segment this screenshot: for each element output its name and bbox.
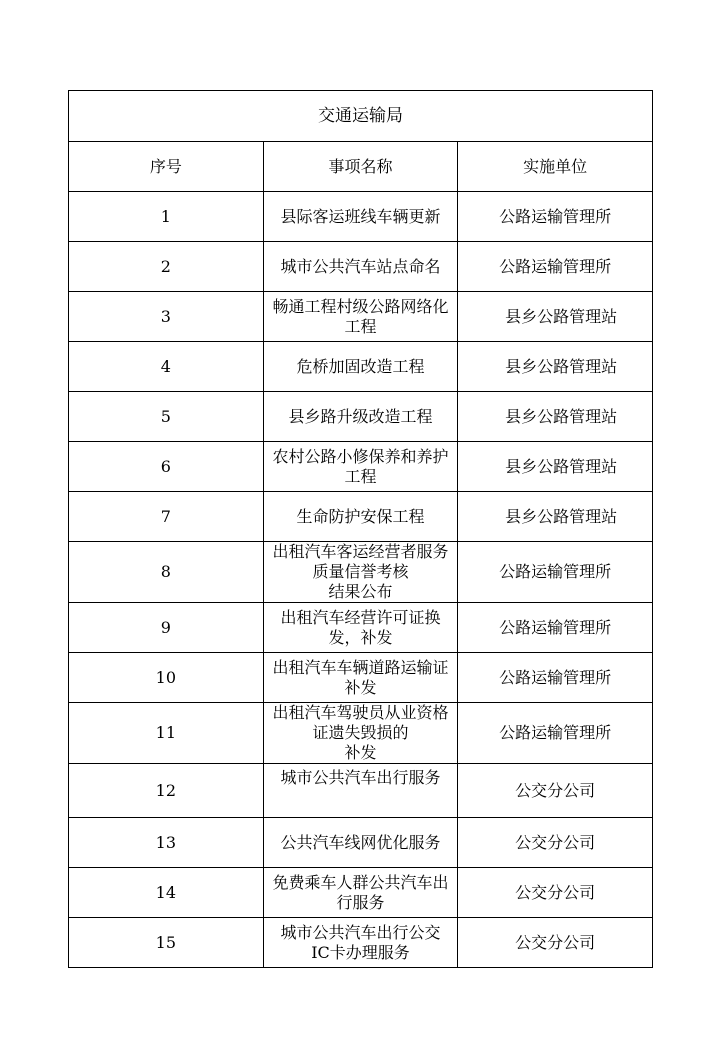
cell-name: 公共汽车线网优化服务 [263,818,458,868]
cell-unit [458,342,653,392]
table-row [69,242,653,292]
cell-name: 城市公共汽车出行服务 [263,764,458,818]
header-row [69,142,653,192]
cell-unit: 公路运输管理所 [458,603,653,653]
cell-no: 4 [69,342,264,392]
cell-name: 出租汽车客运经营者服务质量信誉考核 结果公布 [263,542,458,603]
table-row [69,492,653,542]
cell-unit [458,492,653,542]
table-row [69,868,653,918]
cell-name: 畅通工程村级公路网络化工程 [263,292,458,342]
cell-no: 6 [69,442,264,492]
cell-unit: 公路运输管理所 [458,653,653,703]
cell-name: 出租汽车经营许可证换发，补发 [263,603,458,653]
cell-no: 10 [69,653,264,703]
cell-no: 14 [69,868,264,918]
cell-unit [458,442,653,492]
table-row [69,764,653,818]
cell-no: 9 [69,603,264,653]
items-table [68,90,653,968]
cell-no: 15 [69,918,264,968]
cell-unit: 公路运输管理所 [458,703,653,764]
cell-unit [458,292,653,342]
table-row [69,342,653,392]
cell-no: 3 [69,292,264,342]
table-row [69,392,653,442]
title-row [69,91,653,142]
cell-name: 县乡路升级改造工程 [263,392,458,442]
cell-unit-text: 县乡公路管理站 [505,506,618,526]
cell-unit: 公交分公司 [458,918,653,968]
cell-no: 8 [69,542,264,603]
header-name: 事项名称 [263,142,458,192]
table-row [69,603,653,653]
cell-unit-text: 县乡公路管理站 [505,306,618,326]
header-no: 序号 [69,142,264,192]
table-row [69,918,653,968]
cell-unit-text: 县乡公路管理站 [505,456,618,476]
cell-name: 出租汽车驾驶员从业资格证遗失毁损的 补发 [263,703,458,764]
table-row [69,442,653,492]
table-row [69,542,653,603]
cell-unit-text: 县乡公路管理站 [505,356,618,376]
cell-no: 12 [69,764,264,818]
cell-name: 城市公共汽车站点命名 [263,242,458,292]
cell-unit: 公交分公司 [458,818,653,868]
table-row [69,818,653,868]
cell-unit [458,392,653,442]
table-row [69,292,653,342]
cell-unit: 公路运输管理所 [458,192,653,242]
cell-name: 危桥加固改造工程 [263,342,458,392]
cell-no: 5 [69,392,264,442]
header-unit: 实施单位 [458,142,653,192]
cell-no: 7 [69,492,264,542]
cell-unit: 公交分公司 [458,868,653,918]
cell-name: 生命防护安保工程 [263,492,458,542]
cell-name: 出租汽车车辆道路运输证补发 [263,653,458,703]
cell-name: 农村公路小修保养和养护工程 [263,442,458,492]
cell-no: 1 [69,192,264,242]
cell-unit: 公路运输管理所 [458,542,653,603]
table-row [69,192,653,242]
cell-no: 2 [69,242,264,292]
cell-unit: 公路运输管理所 [458,242,653,292]
cell-name: 城市公共汽车出行公交 IC卡办理服务 [263,918,458,968]
cell-unit-text: 县乡公路管理站 [505,406,618,426]
cell-name: 县际客运班线车辆更新 [263,192,458,242]
cell-name: 免费乘车人群公共汽车出行服务 [263,868,458,918]
table-title: 交通运输局 [69,91,653,142]
table-row [69,653,653,703]
cell-no: 13 [69,818,264,868]
cell-no: 11 [69,703,264,764]
table-row [69,703,653,764]
cell-unit: 公交分公司 [458,764,653,818]
